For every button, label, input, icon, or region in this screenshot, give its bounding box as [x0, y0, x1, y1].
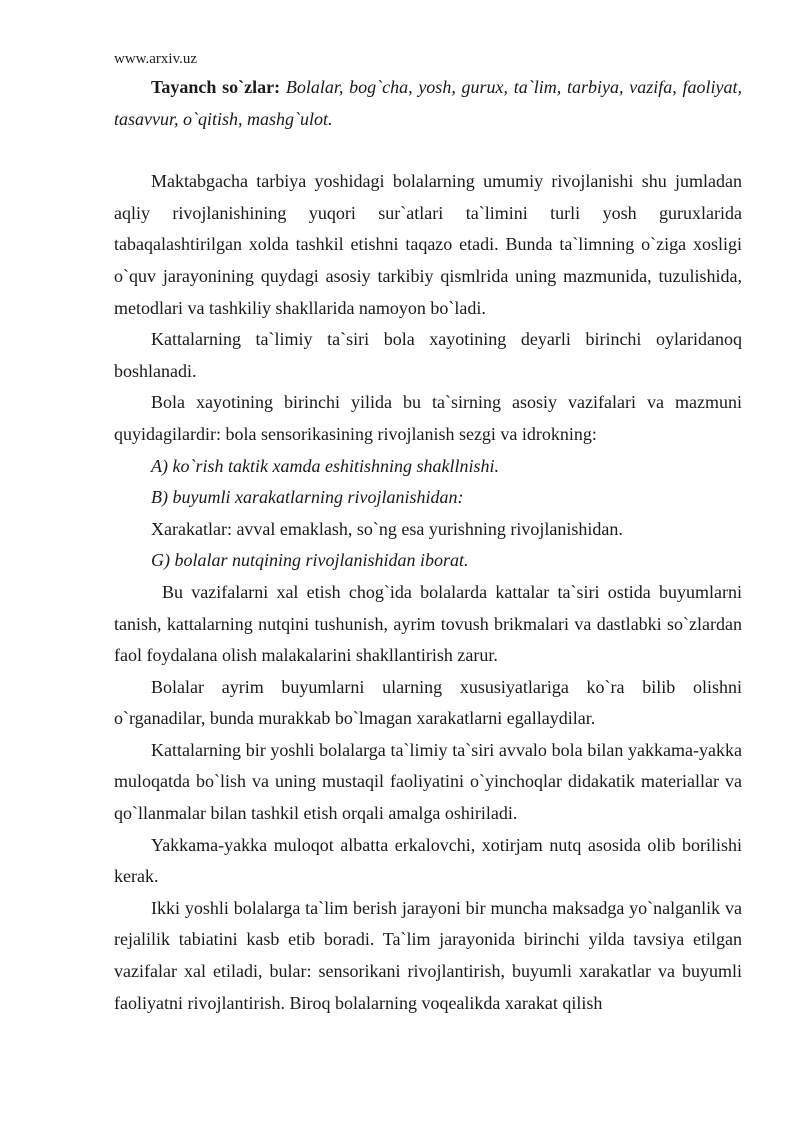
list-item-b: B) buyumli xarakatlarning rivojlanishidan:: [151, 487, 464, 508]
list-item-g: G) bolalar nutqining rivojlanishidan iborat.: [151, 550, 469, 571]
paragraph-7: Yakkama-yakka muloqot albatta erkalovchi, xotirjam nutq asosida olib borilishi kerak.: [114, 834, 742, 887]
paragraph-1: Maktabgacha tarbiya yoshidagi bolalarning umumiy rivojlanishi shu jumladan aqliy rivojlanishining yuqori sur`atlari ta`limini turli yosh guruxlarida tabaqalashtirilgan xolda tashkil etishni taqazo etadi. Bunda ta`limning o`ziga xosligi o`quv jarayonining quydagi asosiy tarkibiy qismlrida uning mazmunida, tuzulishida, metodlari va tashkiliy shakllarida namoyon bo`ladi.: [114, 171, 742, 318]
paragraph-6: Kattalarning bir yoshli bolalarga ta`limiy ta`siri avvalo bola bilan yakkama-yakka muloqatda bo`lish va uning mustaqil faoliyatini o`yinchoqlar didakatik materiallar va qo`llanmalar bilan tashkil etish orqali amalga oshiriladi.: [114, 739, 742, 824]
keywords-label: Tayanch so`zlar:: [151, 77, 281, 97]
paragraph-8: Ikki yoshli bolalarga ta`lim berish jarayoni bir muncha maksadga yo`nalganlik va rejalilik tabiatini kasb etib boradi. Ta`lim jarayonida birinchi yilda tavsiya etilgan vazifalar xal etiladi, bular: sensorikani rivojlantirish, buyumli xarakatlar va buyumli faoliyatni rivojlantirish. Biroq bolalarning voqealikda xarakat qilish: [114, 897, 742, 1013]
keywords-text: Bolalar, bog`cha, yosh, gurux, ta`lim, tarbiya, vazifa, faoliyat, tasavvur, o`qitish, mashg`ulot.: [114, 77, 743, 129]
keywords-paragraph: [114, 72, 742, 135]
list-item-a: A) ko`rish taktik xamda eshitishning shakllnishi.: [151, 455, 499, 476]
list-item-b-sub: Xarakatlar: avval emaklash, so`ng esa yurishning rivojlanishidan.: [151, 518, 623, 539]
paragraph-4: Bu vazifalarni xal etish chog`ida bolalarda kattalar ta`siri ostida buyumlarni tanish, kattalarning nutqini tushunish, ayrim tovush brikmalari va dastlabki so`zlardan faol foydalana olish malakalarini shakllantirish zarur.: [114, 581, 742, 666]
header-url: www.arxiv.uz: [114, 51, 198, 67]
paragraph-2: Kattalarning ta`limiy ta`siri bola xayotining deyarli birinchi oylaridanoq boshlanadi.: [114, 329, 742, 381]
paragraph-spacer: [114, 135, 742, 166]
paragraph-5: Bolalar ayrim buyumlarni ularning xususiyatlariga ko`ra bilib olishni o`rganadilar, bunda murakkab bo`lmagan xarakatlarni egallaydilar.: [114, 676, 742, 729]
paragraph-3: Bola xayotining birinchi yilida bu ta`sirning asosiy vazifalari va mazmuni quyidagilardir: bola sensorikasining rivojlanish sezgi va idrokning:: [114, 392, 742, 444]
document-body: [114, 72, 742, 1019]
